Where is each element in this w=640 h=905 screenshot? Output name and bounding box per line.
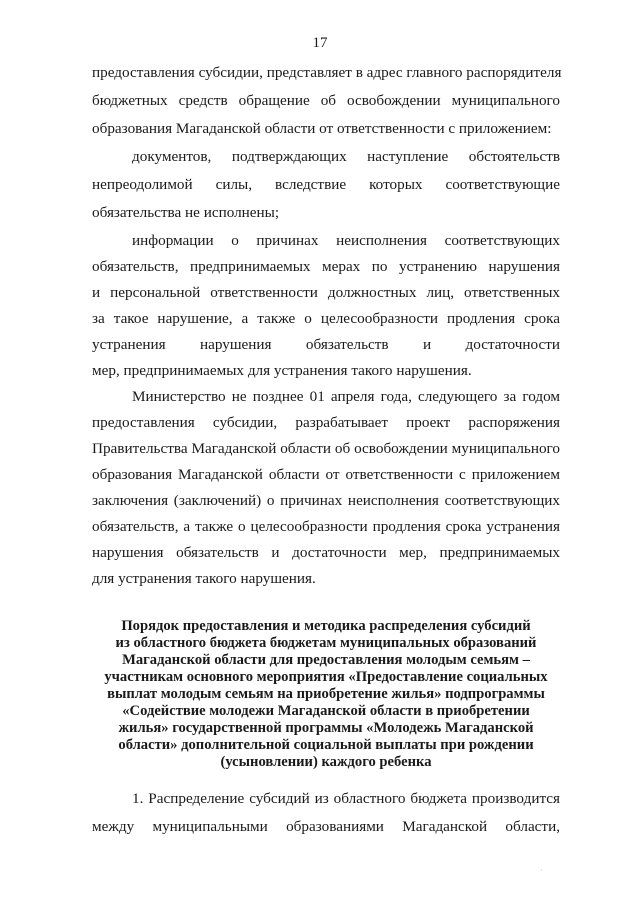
paragraph-line: информации о причинах неисполнения соответствующих xyxy=(132,232,560,249)
section-heading-line: жилья» государственной программы «Молодежь Магаданской xyxy=(118,720,534,736)
paragraph-line: образования Магаданской области от ответственности с приложением: xyxy=(92,120,552,137)
paragraph-line: обязательства не исполнены; xyxy=(92,204,280,221)
paragraph-line: за такое нарушение, а также о целесообразности продления срока xyxy=(92,310,560,327)
section-heading-line: области» дополнительной социальной выплаты при рождении xyxy=(118,737,534,753)
paragraph-line: нарушения обязательств и достаточности мер, предпринимаемых xyxy=(92,544,560,561)
paragraph-line: обязательств, предпринимаемых мерах по устранению нарушения xyxy=(92,258,560,275)
section-heading-line: участникам основного мероприятия «Предоставление социальных xyxy=(104,669,548,685)
paragraph-line: обязательств, а также о целесообразности продления срока устранения xyxy=(92,518,560,535)
page-number: 17 xyxy=(312,35,328,51)
paragraph-line: предоставления субсидии, разрабатывает проект распоряжения xyxy=(92,414,560,431)
paragraph-line: непреодолимой силы, вследствие которых соответствующие xyxy=(92,176,560,193)
section-heading-line: Порядок предоставления и методика распределения субсидий xyxy=(121,618,531,634)
section-heading-line: «Содействие молодежи Магаданской области в приобретении xyxy=(122,703,530,719)
paragraph-line: заключения (заключений) о причинах неисполнения соответствующих xyxy=(92,492,560,509)
section-heading-line: Магаданской области для предоставления молодым семьям – xyxy=(122,652,530,668)
paragraph-line: 1. Распределение субсидий из областного бюджета производится xyxy=(132,790,560,807)
paragraph-line: мер, предпринимаемых для устранения такого нарушения. xyxy=(92,362,472,379)
section-heading-line: (усыновлении) каждого ребенка xyxy=(220,754,432,770)
section-heading-line: из областного бюджета бюджетам муниципальных образований xyxy=(115,635,537,651)
section-heading-line: выплат молодым семьям на приобретение жилья» подпрограммы xyxy=(107,686,545,702)
scan-speck: · xyxy=(540,866,543,875)
paragraph-line: устранения нарушения обязательств и достаточности xyxy=(92,336,560,353)
paragraph-line: бюджетных средств обращение об освобождении муниципального xyxy=(92,92,560,109)
paragraph-line: Министерство не позднее 01 апреля года, следующего за годом xyxy=(132,388,560,405)
paragraph-line: Правительства Магаданской области об освобождении муниципального xyxy=(92,440,560,457)
paragraph-line: образования Магаданской области от ответственности с приложением xyxy=(92,466,560,483)
paragraph-line: и персональной ответственности должностных лиц, ответственных xyxy=(92,284,560,301)
paragraph-line: для устранения такого нарушения. xyxy=(92,570,316,587)
paragraph-line: предоставления субсидии, представляет в адрес главного распорядителя xyxy=(92,64,562,81)
paragraph-line: документов, подтверждающих наступление обстоятельств xyxy=(132,148,560,165)
paragraph-line: между муниципальными образованиями Магаданской области, xyxy=(92,818,560,835)
